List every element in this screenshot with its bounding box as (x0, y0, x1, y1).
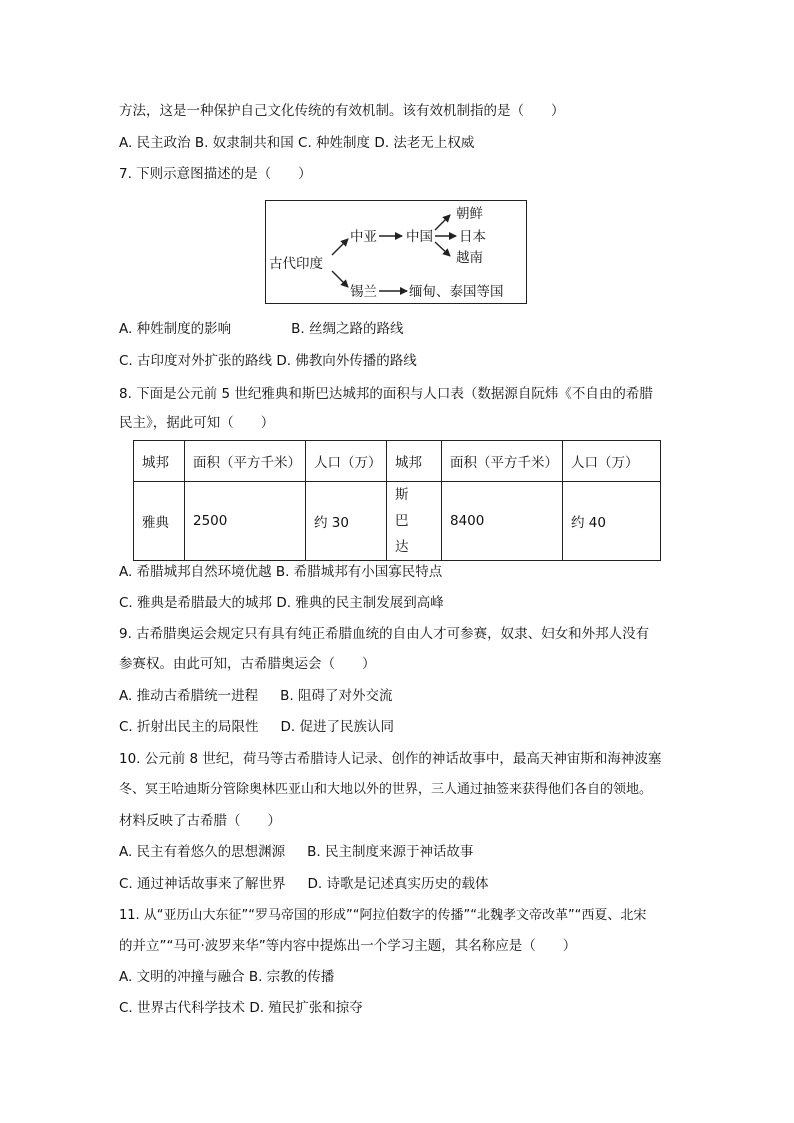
header-area-1: 面积（平方千米） (185, 441, 306, 482)
q9-options-row2 (119, 717, 394, 737)
q9-option-a[interactable]: A. 推动古希腊统一进程 (119, 688, 259, 704)
q8-options-row2 (119, 593, 444, 613)
q11-options-row2 (119, 998, 363, 1018)
node-ceylon: 锡兰 (350, 284, 377, 300)
q9-option-c[interactable]: C. 折射出民主的局限性 (119, 719, 259, 735)
node-japan: 日本 (459, 229, 486, 245)
table-row (134, 482, 661, 561)
node-central-asia: 中亚 (350, 229, 377, 245)
cell-athens-area: 2500 (185, 482, 306, 561)
q10-stem-line2: 冬、冥王哈迪斯分管除奥林匹亚山和大地以外的世界，三人通过抽签来获得他们各自的领地。 (119, 782, 653, 797)
q8-stem-line1: 8. 下面是公元前 5 世纪雅典和斯巴达城邦的面积与人口表（数据源自阮炜《不自由的希腊 (119, 386, 653, 402)
node-ancient-india: 古代印度 (269, 256, 323, 272)
arrow-india-to-central-asia (332, 239, 348, 255)
table-header-row (134, 441, 661, 482)
area-population-table (133, 440, 661, 561)
q9-stem-line1: 9. 古希腊奥运会规定只有具有纯正希腊血统的自由人才可参赛，奴隶、妇女和外邦人没有 (119, 626, 650, 642)
q8-options-row1 (119, 562, 442, 582)
node-china: 中国 (406, 229, 433, 245)
q11-stem-line2: 的并立”“马可·波罗来华”等内容中提炼出一个学习主题，其名称应是（ ） (119, 938, 577, 954)
q10-stem-line1: 10. 公元前 8 世纪，荷马等古希腊诗人记录、创作的神话故事中，最高天神宙斯和海神波塞 (119, 751, 662, 767)
q11-options-row1 (119, 967, 334, 987)
header-area-2: 面积（平方千米） (442, 441, 563, 482)
q11-option-c[interactable]: C. 世界古代科学技术 (119, 1000, 246, 1016)
q8-stem-line2: 民主》，据此可知（ ） (119, 415, 275, 431)
header-population-1: 人口（万） (306, 441, 387, 482)
q9-stem-line2: 参赛权。由此可知，古希腊奥运会（ ） (119, 656, 376, 672)
q8-option-c[interactable]: C. 雅典是希腊最大的城邦 (119, 595, 273, 611)
q6-option-d[interactable]: D. 法老无上权威 (374, 135, 475, 151)
node-korea: 朝鲜 (456, 206, 483, 222)
cell-athens-population: 约 30 (306, 482, 387, 561)
q11-stem-line1: 11. 从“亚历山大东征”“罗马帝国的形成”“阿拉伯数字的传播”“北魏孝文帝改革”“西夏、北宋 (119, 908, 647, 923)
q6-option-a[interactable]: A. 民主政治 (119, 135, 191, 151)
q7-options-row2 (119, 351, 417, 371)
header-population-2: 人口（万） (563, 441, 661, 482)
node-burma-thailand: 缅甸、泰国等国 (409, 284, 504, 300)
q7-option-b[interactable]: B. 丝绸之路的路线 (291, 321, 404, 337)
q11-option-d[interactable]: D. 殖民扩张和掠夺 (249, 1000, 363, 1016)
q10-options-row1 (119, 842, 473, 862)
q10-option-a[interactable]: A. 民主有着悠久的思想渊源 (119, 844, 286, 860)
q10-stem-line3: 材料反映了古希腊（ ） (119, 813, 281, 829)
q11-option-b[interactable]: B. 宗教的传播 (248, 969, 335, 985)
q10-option-b[interactable]: B. 民主制度来源于神话故事 (307, 844, 474, 860)
buddhism-spread-diagram (265, 200, 527, 304)
cell-sparta-text: 斯巴达 (395, 487, 431, 555)
q7-options-row1 (119, 319, 403, 339)
cell-sparta-area: 8400 (442, 482, 563, 561)
q10-option-c[interactable]: C. 通过神话故事来了解世界 (119, 876, 286, 892)
q8-option-a[interactable]: A. 希腊城邦自然环境优越 (119, 564, 272, 580)
diagram-arrows (266, 201, 528, 305)
q10-option-d[interactable]: D. 诗歌是记述真实历史的载体 (307, 876, 489, 892)
q11-option-a[interactable]: A. 文明的冲撞与融合 (119, 969, 245, 985)
node-vietnam: 越南 (456, 250, 483, 266)
header-city-state-2: 城邦 (387, 441, 442, 482)
arrow-india-to-ceylon (332, 271, 348, 287)
q8-option-d[interactable]: D. 雅典的民主制发展到高峰 (276, 595, 444, 611)
q6-stem: 方法，这是一种保护自己文化传统的有效机制。该有效机制指的是（ ） (119, 103, 565, 119)
q6-options (119, 133, 474, 153)
q7-option-d[interactable]: D. 佛教向外传播的路线 (276, 353, 417, 369)
arrow-china-to-vietnam (435, 242, 450, 256)
cell-athens: 雅典 (134, 482, 185, 561)
cell-sparta-population: 约 40 (563, 482, 661, 561)
q6-option-c[interactable]: C. 种姓制度 (298, 135, 371, 151)
q6-option-b[interactable]: B. 奴隶制共和国 (194, 135, 294, 151)
q7-option-a[interactable]: A. 种姓制度的影响 (119, 321, 232, 337)
cell-sparta (387, 482, 442, 561)
q9-option-d[interactable]: D. 促进了民族认同 (280, 719, 394, 735)
q10-options-row2 (119, 874, 489, 894)
q7-option-c[interactable]: C. 古印度对外扩张的路线 (119, 353, 273, 369)
q9-options-row1 (119, 686, 392, 706)
header-city-state-1: 城邦 (134, 441, 185, 482)
q9-option-b[interactable]: B. 阻碍了对外交流 (280, 688, 393, 704)
q7-stem: 7. 下则示意图描述的是（ ） (119, 166, 312, 182)
arrow-china-to-korea (435, 215, 450, 230)
q8-option-b[interactable]: B. 希腊城邦有小国寡民特点 (275, 564, 443, 580)
